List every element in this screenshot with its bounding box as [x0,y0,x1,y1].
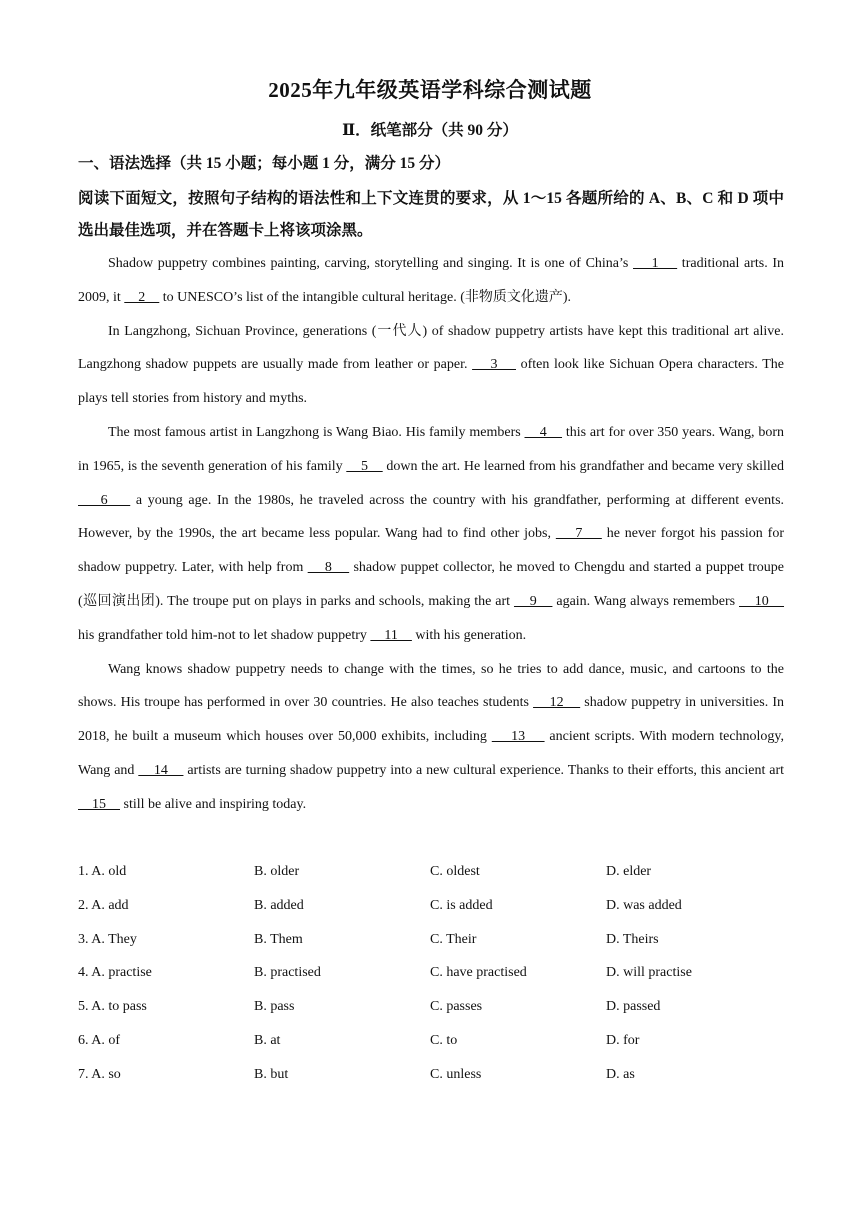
blank-14: 14 [138,762,184,778]
answer-options [78,855,784,1092]
section-heading: 一、语法选择（共 15 小题；每小题 1 分，满分 15 分） [78,155,451,172]
option-b: B. at [254,1032,281,1048]
question-row [78,855,784,889]
paragraph-1 [78,247,784,315]
passage-text: shadow puppetry in universities. In 2018, he built a museum which houses over 50,000 exhibits, including [78,695,785,745]
passage-text: he never forgot his passion for shadow puppetry. Later, with help from [78,526,784,576]
passage-text: with his generation. [411,627,527,643]
option-c: C. is added [430,897,493,913]
part-subtitle: Ⅱ．纸笔部分（共 90 分） [342,122,518,139]
blank-9: 9 [513,593,553,609]
option-a: 6. A. of [78,1032,120,1048]
reading-passage [78,247,784,822]
passage-text: ancient scripts. With modern technology, Wang and [78,729,785,778]
blank-12: 12 [533,695,581,711]
passage-text: still be alive and inspiring today. [120,796,307,812]
option-a: 3. A. They [78,931,137,947]
passage-text: this art for over 350 years. Wang, born in 1965, is the seventh generation of his family [78,424,785,474]
passage-text: often look like Sichuan Opera characters. The plays tell stories from history and myths. [78,357,784,407]
paragraph-3 [78,416,784,653]
page-title: 2025年九年级英语学科综合测试题 [268,78,592,102]
instructions: 阅读下面短文，按照句子结构的语法性和上下文连贯的要求，从 1～15 各题所给的 A、B、C 和 D 项中选出最佳选项，并在答题卡上将该项涂黑。 [78,190,784,239]
passage-text: shadow puppet collector, he moved to Chengdu and started a puppet troupe (巡回演出团). The troupe put on plays in parks and schools, making the art [78,560,785,609]
option-a: 4. A. practise [78,965,152,981]
blank-11: 11 [370,627,412,643]
option-b: B. but [254,1066,289,1082]
option-d: D. was added [606,897,682,913]
option-d: D. for [606,1032,640,1048]
passage-text: The most famous artist in Langzhong is Wang Biao. His family members [108,424,525,440]
passage-text: again. Wang always remembers [552,593,740,609]
blank-3: 3 [472,357,516,373]
option-d: D. passed [606,999,661,1015]
option-d: D. Theirs [606,931,659,947]
passage-text: his grandfather told him-not to let shadow puppetry [78,627,371,643]
option-b: B. Them [254,931,303,947]
blank-10: 10 [739,593,785,609]
question-row [78,889,784,923]
option-a: 1. A. old [78,864,127,879]
option-c: C. to [430,1032,458,1048]
blank-13: 13 [491,729,545,745]
passage-text: a young age. In the 1980s, he traveled across the country with his grandfather, performing at different events. However, by the 1990s, the art became less popular. Wang had to find other jobs, [78,492,785,542]
blank-15: 15 [78,796,120,812]
passage-text: In Langzhong, Sichuan Province, generations (一代人) of shadow puppetry artists have kept this traditional art alive. Langzhong shadow puppets are usually made from leather or paper. [78,323,784,373]
blank-6: 6 [78,492,131,508]
option-c: C. have practised [430,965,527,981]
passage-text: traditional arts. In 2009, it [78,256,784,305]
option-c: C. Their [430,931,477,947]
question-row [78,956,784,990]
paragraph-2 [78,315,784,416]
option-b: B. practised [254,965,321,981]
option-a: 5. A. to pass [78,999,147,1015]
question-row [78,1058,784,1092]
passage-text: Wang knows shadow puppetry needs to change with the times, so he tries to add dance, music, and cartoons to the shows. His troupe has performed in over 30 countries. He also teaches students [78,661,784,711]
question-row [78,1024,784,1058]
question-row [78,990,784,1024]
passage-text: artists are turning shadow puppetry into a new cultural experience. Thanks to their efforts, this ancient art [183,762,784,778]
paragraph-4 [78,653,784,822]
passage-text: to UNESCO’s list of the intangible cultural heritage. (非物质文化遗产). [159,289,572,305]
option-d: D. as [606,1066,635,1082]
option-d: D. elder [606,864,652,879]
blank-8: 8 [307,560,350,576]
question-row [78,923,784,957]
blank-5: 5 [346,458,383,474]
option-d: D. will practise [606,965,692,981]
passage-text: Shadow puppetry combines painting, carving, storytelling and singing. It is one of China’s [108,256,634,271]
blank-1: 1 [633,256,678,271]
option-b: B. pass [254,999,295,1015]
option-a: 2. A. add [78,897,129,913]
option-a: 7. A. so [78,1066,121,1082]
option-c: C. oldest [430,864,480,879]
blank-7: 7 [555,526,602,542]
passage-text: down the art. He learned from his grandfather and became very skilled [382,458,785,474]
option-b: B. added [254,897,304,913]
blank-4: 4 [524,424,563,440]
option-b: B. older [254,864,300,879]
option-c: C. unless [430,1066,482,1082]
blank-2: 2 [124,289,160,305]
option-c: C. passes [430,999,483,1015]
